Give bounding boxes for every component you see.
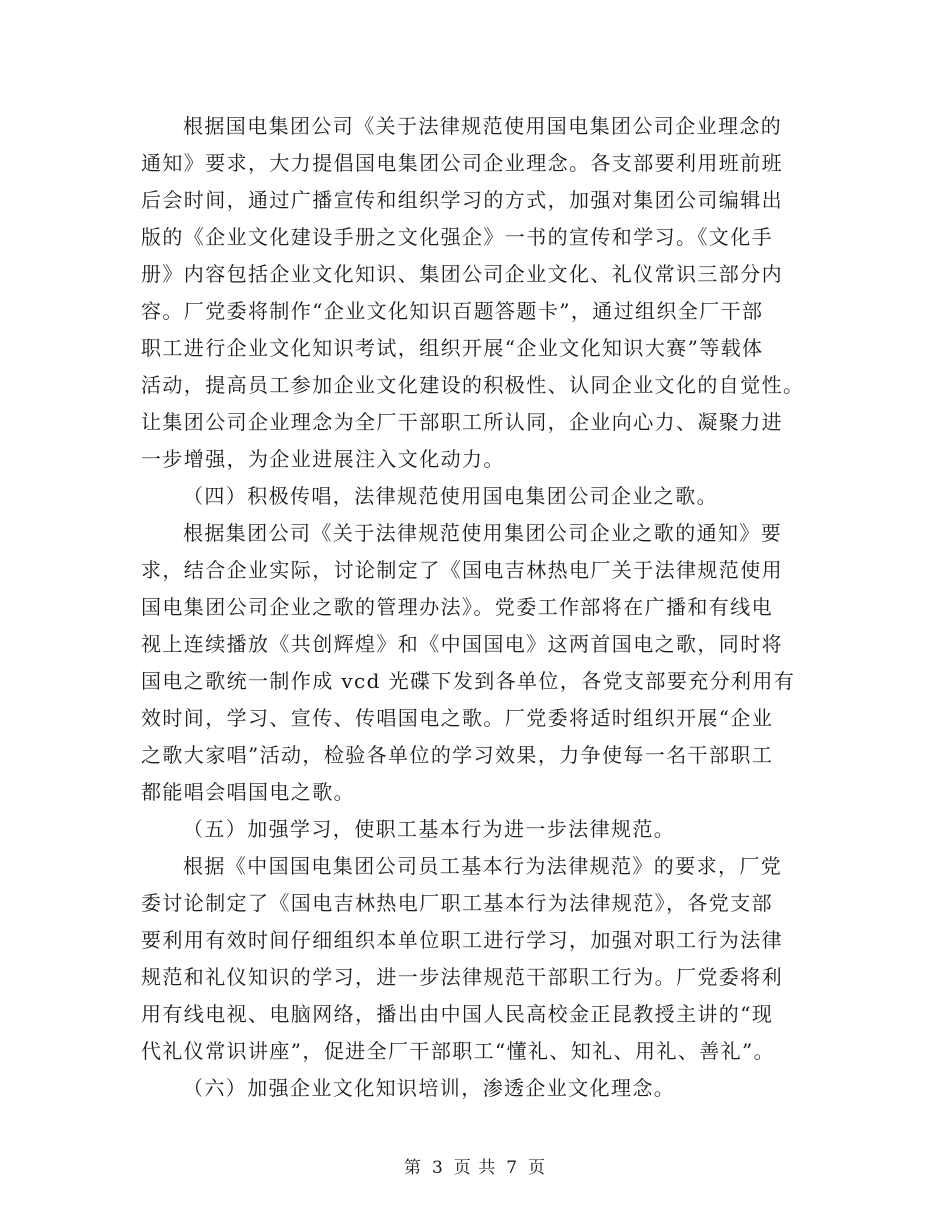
text-line: （五）加强学习，使职工基本行为进一步法律规范。 xyxy=(183,817,676,841)
text-line: （六）加强企业文化知识培训，渗透企业文化理念。 xyxy=(183,1076,676,1100)
footer-suffix: 页 xyxy=(528,1158,547,1178)
text-line: 国电之歌统一制作成 vcd 光碟下发到各单位，各党支部要充分利用有 xyxy=(141,669,796,693)
text-line: 国电集团公司企业之歌的管理办法》。党委工作部将在广播和有线电 xyxy=(141,595,773,619)
footer-prefix: 第 xyxy=(403,1158,422,1178)
footer-page-number: 3 xyxy=(431,1158,444,1178)
text-line: 用有线电视、电脑网络，播出由中国人民高校金正昆教授主讲的“现 xyxy=(141,1002,774,1026)
text-line: 视上连续播放《共创辉煌》和《中国国电》这两首国电之歌，同时将 xyxy=(141,632,783,656)
text-line: 通知》要求，大力提倡国电集团公司企业理念。各支部要利用班前班 xyxy=(141,151,783,175)
text-line: 册》内容包括企业文化知识、集团公司企业文化、礼仪常识三部分内 xyxy=(141,262,783,286)
page-footer xyxy=(0,1153,950,1178)
text-line: 根据集团公司《关于法律规范使用集团公司企业之歌的通知》要 xyxy=(183,521,783,545)
text-line: 规范和礼仪知识的学习，进一步法律规范干部职工行为。厂党委将利 xyxy=(141,965,783,989)
document-body xyxy=(141,108,805,1107)
text-line: 求，结合企业实际，讨论制定了《国电吉林热电厂关于法律规范使用 xyxy=(141,558,783,582)
text-line: 代礼仪常识讲座”，促进全厂干部职工“懂礼、知礼、用礼、善礼”。 xyxy=(141,1039,776,1063)
text-line: 都能唱会唱国电之歌。 xyxy=(141,780,355,804)
text-line: 根据国电集团公司《关于法律规范使用国电集团公司企业理念的 xyxy=(183,114,783,138)
text-line: 效时间，学习、宣传、传唱国电之歌。厂党委将适时组织开展“企业 xyxy=(141,706,774,730)
text-line: 后会时间，通过广播宣传和组织学习的方式，加强对集团公司编辑出 xyxy=(141,188,783,212)
text-line: 根据《中国国电集团公司员工基本行为法律规范》的要求，厂党 xyxy=(183,854,783,878)
text-line: 让集团公司企业理念为全厂干部职工所认同，企业向心力、凝聚力进 xyxy=(141,410,783,434)
text-line: 职工进行企业文化知识考试，组织开展“企业文化知识大赛”等载体 xyxy=(141,336,764,360)
text-line: （四）积极传唱，法律规范使用国电集团公司企业之歌。 xyxy=(183,484,718,508)
text-line: 委讨论制定了《国电吉林热电厂职工基本行为法律规范》，各党支部 xyxy=(141,891,773,915)
footer-total-pages: 7 xyxy=(506,1158,519,1178)
text-line: 版的《企业文化建设手册之文化强企》一书的宣传和学习。《文化手 xyxy=(141,225,773,249)
text-line: 一步增强，为企业进展注入文化动力。 xyxy=(141,447,505,471)
text-line: 活动，提高员工参加企业文化建设的积极性、认同企业文化的自觉性。 xyxy=(141,373,805,397)
text-line: 之歌大家唱”活动，检验各单位的学习效果，力争使每一名干部职工 xyxy=(141,743,774,767)
footer-middle: 页 共 xyxy=(453,1158,497,1178)
text-line: 容。厂党委将制作“企业文化知识百题答题卡”，通过组织全厂干部 xyxy=(141,299,764,323)
text-line: 要利用有效时间仔细组织本单位职工进行学习，加强对职工行为法律 xyxy=(141,928,783,952)
